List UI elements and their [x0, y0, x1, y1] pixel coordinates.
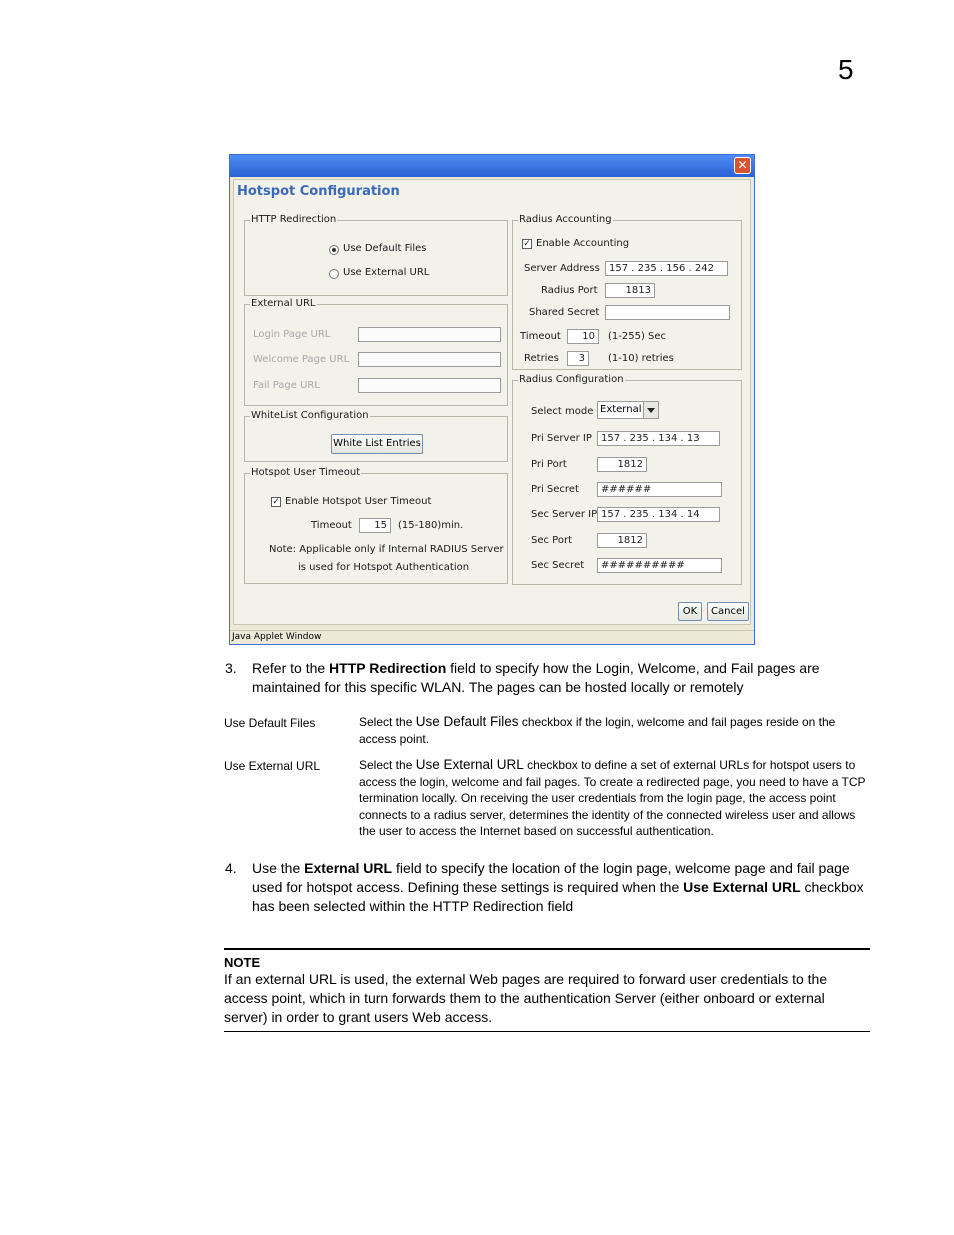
enable-hotspot-user-timeout-label: Enable Hotspot User Timeout	[285, 496, 432, 507]
step3-bold: HTTP Redirection	[329, 660, 447, 676]
retries-label: Retries	[524, 353, 559, 364]
external-url-group	[244, 298, 508, 406]
chevron-down-icon[interactable]	[643, 402, 658, 418]
step3-post: field to specify how the Login, Welcome, and Fail pages are maintained for this specific WLAN. The pages can be hosted locally or remotely	[252, 660, 820, 695]
accounting-timeout-label: Timeout	[520, 331, 561, 342]
pri-port-input[interactable]: 1812	[597, 457, 647, 472]
radius-accounting-label: Radius Accounting	[519, 214, 612, 225]
pri-port-label: Pri Port	[531, 459, 567, 470]
sec-port-input[interactable]: 1812	[597, 533, 647, 548]
sec-server-ip-label: Sec Server IP	[531, 509, 598, 520]
definition-bold: Use Default Files	[415, 714, 519, 729]
hotspot-user-timeout-group	[244, 467, 508, 584]
hotspot-timeout-input[interactable]: 15	[359, 518, 391, 533]
login-page-url-input[interactable]	[358, 327, 501, 342]
server-address-input[interactable]: 157 . 235 . 156 . 242	[605, 261, 728, 276]
sec-port-label: Sec Port	[531, 535, 573, 546]
step3-text	[252, 659, 872, 697]
radius-accounting-group	[512, 214, 742, 370]
hotspot-configuration-panel	[233, 179, 751, 625]
shared-secret-label: Shared Secret	[529, 307, 600, 318]
definition-bold: Use External URL	[415, 757, 524, 772]
accounting-timeout-range: (1-255) Sec	[608, 331, 667, 342]
fail-page-url-label: Fail Page URL	[253, 380, 320, 391]
http-redirection-label: HTTP Redirection	[251, 214, 337, 225]
close-icon[interactable]: ✕	[734, 157, 751, 174]
sec-server-ip-input[interactable]: 157 . 235 . 134 . 14	[597, 507, 720, 522]
whitelist-label: WhiteList Configuration	[251, 410, 369, 421]
definition-term-default-files: Use Default Files	[224, 716, 316, 730]
step3-number: 3.	[225, 660, 237, 676]
note-text: If an external URL is used, the external Web pages are required to forward user credentials to the access point, which in turn forwards them to the authentication Server (either onboard or external server) in order to grant users Web access.	[224, 971, 828, 1025]
hotspot-configuration-window	[229, 154, 755, 645]
enable-hotspot-user-timeout-checkbox[interactable]: ✓	[272, 497, 280, 507]
pri-secret-input[interactable]: ######	[597, 482, 722, 497]
retries-input[interactable]: 3	[567, 351, 589, 366]
hotspot-note-line2: is used for Hotspot Authentication	[298, 562, 470, 573]
server-address-label: Server Address	[524, 263, 600, 274]
radius-port-input[interactable]: 1813	[605, 283, 655, 298]
ok-button[interactable]: OK	[678, 602, 702, 621]
note-heading: NOTE	[224, 955, 261, 970]
note-top-rule	[224, 948, 870, 950]
window-titlebar	[230, 155, 754, 177]
use-external-url-label: Use External URL	[343, 267, 430, 278]
definition-term-external-url: Use External URL	[224, 759, 321, 773]
sec-secret-label: Sec Secret	[531, 560, 585, 571]
step3-pre: Refer to the	[252, 660, 330, 676]
pri-secret-label: Pri Secret	[531, 484, 579, 495]
definition-desc-external-url: Select the Use External URL checkbox to define a set of external URLs for hotspot users to access the login, welcome and fail pages. To create a redirected page, you need to have a TCP termination locally. On receiving the user credentials from the login page, the access point connects to a radius server, determines the identity of the connected wireless user and allows the user to access the Internet based on successful authentication.	[359, 757, 866, 838]
select-mode-value: External	[600, 404, 642, 415]
shared-secret-input[interactable]	[605, 305, 730, 320]
cancel-button[interactable]: Cancel	[707, 602, 749, 621]
enable-accounting-label: Enable Accounting	[536, 238, 630, 249]
white-list-entries-button[interactable]: White List Entries	[331, 434, 423, 454]
accounting-timeout-input[interactable]: 10	[567, 329, 599, 344]
note-bottom-rule	[224, 1031, 870, 1032]
pri-server-ip-input[interactable]: 157 . 235 . 134 . 13	[597, 431, 720, 446]
hotspot-timeout-label: Timeout	[311, 520, 352, 531]
chapter-number: 5	[838, 54, 854, 85]
enable-accounting-checkbox[interactable]: ✓	[523, 239, 531, 249]
select-mode-label: Select mode	[531, 406, 594, 417]
select-mode-dropdown[interactable]	[597, 401, 659, 419]
radius-configuration-group	[512, 374, 742, 585]
use-default-files-radio[interactable]	[329, 245, 339, 255]
hotspot-timeout-range: (15-180)min.	[398, 520, 464, 531]
panel-title: Hotspot Configuration	[237, 184, 400, 199]
step4-text: Use the External URL field to specify the location of the login page, welcome page and fail page used for hotspot access. Defining these settings is required when the Use External URL checkbox has been selected within the HTTP Redirection field	[252, 860, 864, 914]
step4-number: 4.	[225, 860, 237, 876]
login-page-url-label: Login Page URL	[253, 329, 331, 340]
retries-range: (1-10) retries	[608, 353, 674, 364]
hotspot-note-line1: Note: Applicable only if Internal RADIUS Server	[269, 544, 504, 555]
radius-configuration-label: Radius Configuration	[519, 374, 624, 385]
whitelist-group	[244, 410, 508, 462]
pri-server-ip-label: Pri Server IP	[531, 433, 592, 444]
status-bar: Java Applet Window	[230, 630, 754, 644]
external-url-label: External URL	[251, 298, 316, 309]
definition-desc-default-files: Select the Use Default Files checkbox if the login, welcome and fail pages reside on the access point.	[359, 714, 836, 746]
use-default-files-label: Use Default Files	[343, 243, 427, 254]
fail-page-url-input[interactable]	[358, 378, 501, 393]
radius-port-label: Radius Port	[541, 285, 598, 296]
hotspot-user-timeout-label: Hotspot User Timeout	[251, 467, 361, 478]
http-redirection-group	[244, 214, 508, 296]
welcome-page-url-label: Welcome Page URL	[253, 354, 350, 365]
welcome-page-url-input[interactable]	[358, 352, 501, 367]
use-external-url-radio[interactable]	[329, 269, 339, 279]
sec-secret-input[interactable]: ##########	[597, 558, 722, 573]
